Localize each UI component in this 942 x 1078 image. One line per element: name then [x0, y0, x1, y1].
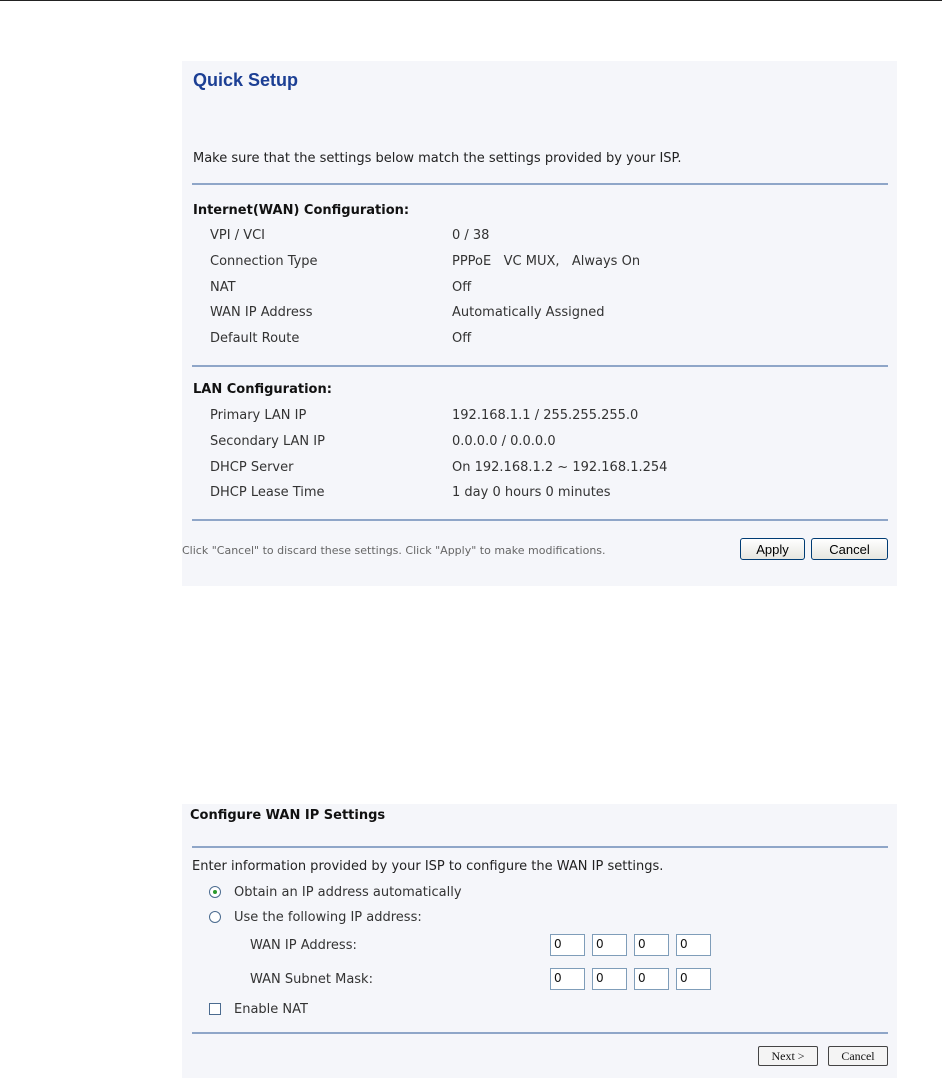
- ip-octet-3-field[interactable]: 0: [634, 934, 669, 956]
- lan-row-secondary-ip: [210, 434, 870, 452]
- divider: [192, 846, 888, 848]
- wan-row-wan-ip: [210, 305, 870, 323]
- lan-config-heading: LAN Configuration:: [193, 382, 332, 397]
- quick-setup-title: Quick Setup: [193, 70, 299, 90]
- divider: [192, 365, 888, 367]
- lan-row-dhcp-lease: [210, 485, 870, 503]
- row-value: Automatically Assigned: [452, 305, 605, 320]
- wan-ip-address-label: WAN IP Address:: [250, 938, 357, 953]
- ip-octet-1-field[interactable]: 0: [550, 934, 585, 956]
- option-label: Use the following IP address:: [234, 909, 422, 925]
- footer-note: Click "Cancel" to discard these settings. Click "Apply" to make modifications.: [182, 544, 606, 557]
- lan-row-dhcp-server: [210, 460, 870, 478]
- row-label: DHCP Server: [210, 460, 294, 475]
- wan-row-vpi-vci: [210, 228, 870, 246]
- row-value: PPPoE VC MUX, Always On: [452, 254, 641, 269]
- row-value: On 192.168.1.2 ~ 192.168.1.254: [452, 460, 668, 475]
- divider: [192, 183, 888, 185]
- row-label: VPI / VCI: [210, 228, 266, 243]
- radio-selected-icon[interactable]: [209, 886, 221, 898]
- row-value: 192.168.1.1 / 255.255.255.0: [452, 408, 639, 423]
- divider: [192, 519, 888, 521]
- row-label: DHCP Lease Time: [210, 485, 325, 500]
- row-label: Connection Type: [210, 254, 318, 269]
- next-button[interactable]: Next >: [758, 1046, 818, 1066]
- wan-config-heading: Internet(WAN) Configuration:: [193, 203, 410, 218]
- enable-nat-label: Enable NAT: [234, 1001, 308, 1017]
- wan-ip-address-row: [250, 934, 890, 958]
- row-label: Default Route: [210, 331, 300, 346]
- ip-octet-4-field[interactable]: 0: [676, 934, 711, 956]
- cancel-button[interactable]: Cancel: [828, 1046, 888, 1066]
- wan-subnet-mask-row: [250, 968, 890, 992]
- row-label: WAN IP Address: [210, 305, 313, 320]
- quick-setup-description: Make sure that the settings below match the settings provided by your ISP.: [193, 151, 682, 166]
- wan-ip-title: Configure WAN IP Settings: [190, 808, 386, 823]
- ip-octet-2-field[interactable]: 0: [592, 934, 627, 956]
- divider: [192, 1032, 888, 1034]
- mask-octet-3-field[interactable]: 0: [634, 968, 669, 990]
- row-value: 0 / 38: [452, 228, 490, 243]
- apply-button[interactable]: Apply: [740, 538, 805, 560]
- row-label: Primary LAN IP: [210, 408, 307, 423]
- wan-row-nat: [210, 280, 870, 298]
- quick-setup-panel: [182, 61, 897, 586]
- row-value: 0.0.0.0 / 0.0.0.0: [452, 434, 556, 449]
- mask-octet-4-field[interactable]: 0: [676, 968, 711, 990]
- wan-ip-description: Enter information provided by your ISP to configure the WAN IP settings.: [192, 859, 664, 874]
- radio-unselected-icon[interactable]: [209, 911, 221, 923]
- option-use-following-ip[interactable]: [209, 908, 422, 926]
- row-label: Secondary LAN IP: [210, 434, 325, 449]
- mask-octet-2-field[interactable]: 0: [592, 968, 627, 990]
- row-value: Off: [452, 331, 472, 346]
- wan-ip-panel: [182, 804, 897, 1078]
- row-label: NAT: [210, 280, 236, 295]
- option-obtain-automatically[interactable]: [209, 883, 462, 901]
- cancel-button[interactable]: Cancel: [811, 538, 888, 560]
- option-label: Obtain an IP address automatically: [234, 884, 462, 900]
- enable-nat-option[interactable]: [209, 1000, 308, 1018]
- wan-subnet-mask-label: WAN Subnet Mask:: [250, 972, 373, 987]
- row-value: Off: [452, 280, 472, 295]
- wan-row-default-route: [210, 331, 870, 349]
- top-divider: [0, 0, 942, 1]
- row-value: 1 day 0 hours 0 minutes: [452, 485, 611, 500]
- wan-row-connection-type: [210, 254, 870, 272]
- enable-nat-checkbox[interactable]: [209, 1003, 221, 1015]
- mask-octet-1-field[interactable]: 0: [550, 968, 585, 990]
- lan-row-primary-ip: [210, 408, 870, 426]
